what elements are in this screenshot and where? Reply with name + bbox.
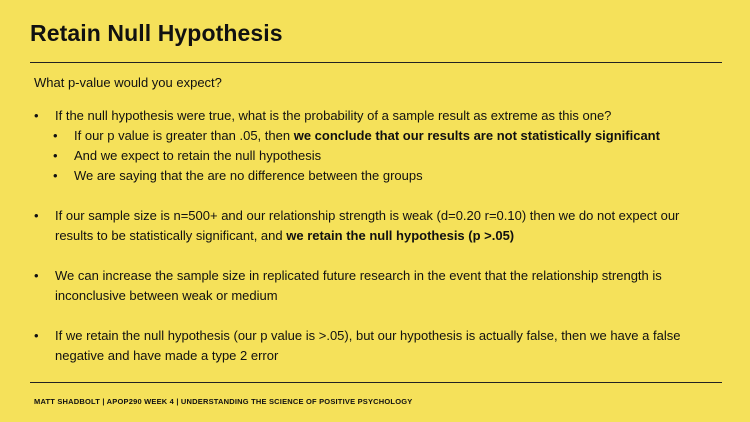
sub-bullet-text: We are saying that the are no difference between the groups [74, 168, 423, 183]
slide-title: Retain Null Hypothesis [30, 20, 283, 46]
top-divider [30, 62, 722, 63]
bullet-dot: • [53, 148, 58, 163]
bullet-text: If the null hypothesis were true, what is the probability of a sample result as extreme as this one? [55, 108, 612, 123]
sub-bullet-text: If our p value is greater than .05, then [74, 128, 294, 143]
bullet-list [34, 106, 714, 366]
bullet-text: If we retain the null hypothesis (our p value is >.05), but our hypothesis is actually false, then we have a false negative and have made a type 2 error [55, 328, 681, 363]
slide-footer: MATT SHADBOLT | APOP290 WEEK 4 | UNDERSTANDING THE SCIENCE OF POSITIVE PSYCHOLOGY [34, 397, 413, 406]
sub-bullet-bold-text: we conclude that our results are not statistically significant [293, 128, 660, 143]
bullet-dot: • [53, 128, 58, 143]
bullet-item [34, 266, 714, 306]
bullet-text: If our sample size is n=500+ and our relationship strength is weak (d=0.20 r=0.10) then we do not expect our results to be statistically significant, and [55, 208, 680, 243]
bullet-dot: • [34, 268, 39, 283]
bullet-dot: • [34, 328, 39, 343]
sub-bullet-item [34, 126, 714, 146]
sub-bullet-text: And we expect to retain the null hypothesis [74, 148, 322, 163]
bottom-divider [30, 382, 722, 383]
slide-question: What p-value would you expect? [34, 75, 222, 90]
bullet-text: We can increase the sample size in replicated future research in the event that the relationship strength is inconclusive between weak or medium [55, 268, 662, 303]
bullet-item [34, 326, 714, 366]
sub-bullet-item [34, 146, 714, 166]
bullet-bold-text: we retain the null hypothesis (p >.05) [286, 228, 515, 243]
bullet-item [34, 106, 714, 126]
bullet-item [34, 206, 714, 246]
sub-bullet-item [34, 166, 714, 186]
bullet-dot: • [34, 208, 39, 223]
bullet-dot: • [34, 108, 39, 123]
bullet-dot: • [53, 168, 58, 183]
